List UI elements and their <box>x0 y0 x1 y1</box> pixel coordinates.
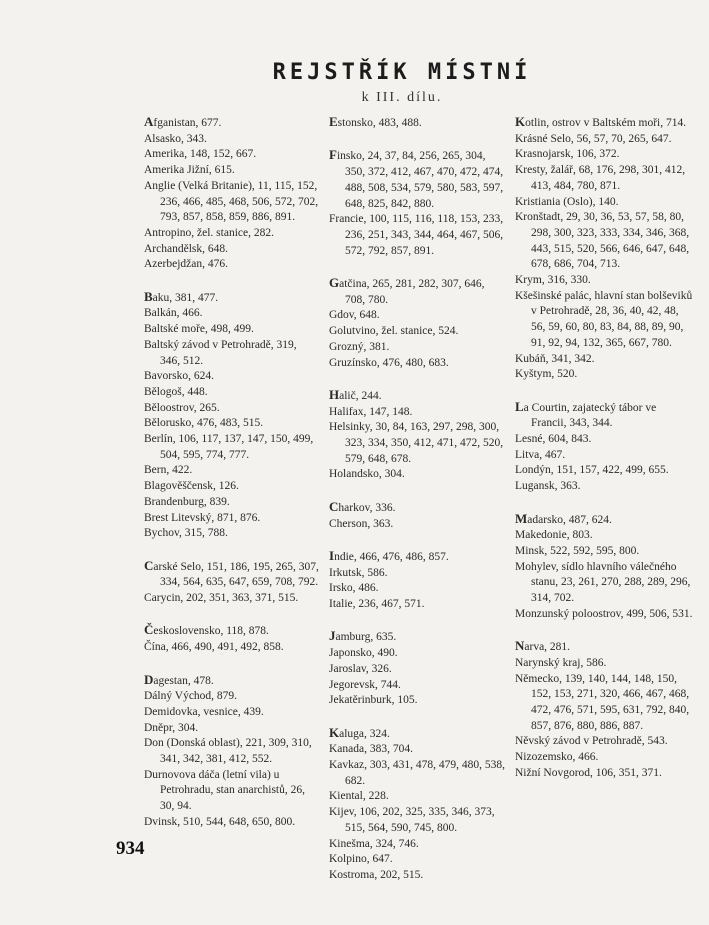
index-entry: Azerbejdžan, 476. <box>144 258 228 271</box>
index-entry: Demidovka, vesnice, 439. <box>144 705 264 718</box>
index-entry: Estonsko, 483, 488. <box>329 114 422 129</box>
index-entry: Něvský závod v Petrohradě, 543. <box>515 735 668 748</box>
index-entry: Krásné Selo, 56, 57, 70, 265, 647. <box>515 132 672 145</box>
index-entry: Brest Litevský, 871, 876. <box>144 511 261 524</box>
index-entry: Durnovova dáča (letní vila) u Petrohradu, stan anarchistů, 26, 30, 94. <box>144 768 305 813</box>
index-entry: Baku, 381, 477. <box>144 288 219 304</box>
index-entry: Dagestan, 478. <box>144 671 214 687</box>
index-entry: Dálný Východ, 879. <box>144 690 238 703</box>
index-entry: Nizozemsko, 466. <box>515 751 599 764</box>
index-entry: Halič, 244. <box>329 386 382 402</box>
index-entry: Baltské moře, 498, 499. <box>144 323 254 336</box>
index-entry: Baltský závod v Petrohradě, 319, 346, 512. <box>144 338 297 367</box>
index-entry: Gatčina, 265, 281, 282, 307, 646, 708, 780. <box>329 275 485 306</box>
index-entry: La Courtin, zajatecký tábor ve Francii, 343, 344. <box>515 398 657 430</box>
index-entry: Minsk, 522, 592, 595, 800. <box>515 544 640 557</box>
index-entry: Kronštadt, 29, 30, 36, 53, 57, 58, 80, 298, 300, 323, 333, 334, 346, 368, 443, 515, 520, 566, 646, 647, 648, 678, 686, 704, 713. <box>515 211 690 271</box>
index-entry: Mohylev, sídlo hlavního válečného stanu, 23, 261, 270, 288, 289, 296, 314, 702. <box>515 560 691 605</box>
index-entry: Alsasko, 343. <box>144 132 207 145</box>
index-entry: Madarsko, 487, 624. <box>515 510 612 526</box>
index-entry: Běloostrov, 265. <box>144 401 220 414</box>
index-entry: Kšešinské palác, hlavní stan bolševiků v Petrohradě, 28, 36, 40, 42, 48, 56, 59, 60, 80, 83, 84, 88, 89, 90, 91, 92, 94, 132, 365, 667, 780. <box>515 289 693 349</box>
index-entry: Irsko, 486. <box>329 582 379 595</box>
index-entry: Finsko, 24, 37, 84, 256, 265, 304, 350, 372, 412, 467, 470, 472, 474, 488, 508, 534, 579, 580, 583, 597, 648, 825, 842, 880. <box>329 147 504 210</box>
index-entry: Lesné, 604, 843. <box>515 433 592 446</box>
index-entry: Narynský kraj, 586. <box>515 656 607 669</box>
index-entry: Holandsko, 304. <box>329 468 405 481</box>
index-entry: Jamburg, 635. <box>329 628 397 644</box>
index-entry: Golutvino, žel. stanice, 524. <box>329 325 459 338</box>
index-entry: Balkán, 466. <box>144 307 203 320</box>
index-entry: Kresty, žalář, 68, 176, 298, 301, 412, 413, 484, 780, 871. <box>515 164 686 192</box>
index-entry: Halifax, 147, 148. <box>329 405 413 418</box>
index-entry: Kyštym, 520. <box>515 368 578 381</box>
index-entry: Kavkaz, 303, 431, 478, 479, 480, 538, 682. <box>329 759 505 787</box>
index-entry: Grozný, 381. <box>329 340 390 353</box>
index-entry: Carské Selo, 151, 186, 195, 265, 307, 334, 564, 635, 647, 659, 708, 792. <box>144 557 319 589</box>
index-entry: Blagověščensk, 126. <box>144 480 239 493</box>
index-entry: Amerika, 148, 152, 667. <box>144 148 257 161</box>
index-column-3 <box>515 114 693 781</box>
index-entry: Kotlin, ostrov v Baltském moři, 714. <box>515 114 687 129</box>
index-entry: Kubáň, 341, 342. <box>515 352 595 365</box>
index-entry: Bělogoš, 448. <box>144 385 208 398</box>
index-entry: Litva, 467. <box>515 448 566 461</box>
index-column-2 <box>329 114 507 884</box>
index-entry: Charkov, 336. <box>329 498 396 514</box>
index-entry: Jekatěrinburk, 105. <box>329 694 418 707</box>
index-entry: Lugansk, 363. <box>515 480 581 493</box>
index-entry: Anglie (Velká Britanie), 11, 115, 152, 236, 466, 485, 468, 506, 572, 702, 793, 857, 858, 859, 886, 891. <box>144 179 319 224</box>
index-entry: Dvinsk, 510, 544, 648, 650, 800. <box>144 815 296 828</box>
index-entry: Helsinky, 30, 84, 163, 297, 298, 300, 323, 334, 350, 412, 471, 472, 520, 579, 648, 678. <box>329 421 504 465</box>
index-entry: Narva, 281. <box>515 638 571 654</box>
index-entry: Berlín, 106, 117, 137, 147, 150, 499, 504, 595, 774, 777. <box>144 433 314 461</box>
index-entry: Don (Donská oblast), 221, 309, 310, 341, 342, 381, 412, 552. <box>144 737 312 766</box>
index-entry: Československo, 118, 878. <box>144 622 269 638</box>
index-entry: Kiental, 228. <box>329 790 389 803</box>
index-entry: Monzunský poloostrov, 499, 506, 531. <box>515 607 693 620</box>
index-entry: Brandenburg, 839. <box>144 495 230 508</box>
index-entry: Londýn, 151, 157, 422, 499, 655. <box>515 464 669 477</box>
index-entry: Německo, 139, 140, 144, 148, 150, 152, 153, 271, 320, 466, 467, 468, 472, 476, 571, 595, 631, 792, 840, 857, 876, 880, 886, 887. <box>515 672 690 732</box>
index-entry: Archandělsk, 648. <box>144 242 228 255</box>
index-entry: Jegorevsk, 744. <box>329 678 401 691</box>
page-subtitle: k III. dílu. <box>361 90 443 105</box>
index-entry: Kostroma, 202, 515. <box>329 868 424 881</box>
index-entry: Japonsko, 490. <box>329 647 398 660</box>
index-entry: Kijev, 106, 202, 325, 335, 346, 373, 515, 564, 590, 745, 800. <box>329 806 495 834</box>
index-entry: Indie, 466, 476, 486, 857. <box>329 547 449 563</box>
index-entry: Bavorsko, 624. <box>144 370 214 383</box>
index-entry: Francie, 100, 115, 116, 118, 153, 233, 236, 251, 343, 344, 464, 467, 506, 572, 792, 857, 891. <box>329 213 504 257</box>
index-entry: Krym, 316, 330. <box>515 274 591 287</box>
index-entry: Gdov, 648. <box>329 309 380 322</box>
index-entry: Čína, 466, 490, 491, 492, 858. <box>144 641 284 654</box>
index-entry: Kinešma, 324, 746. <box>329 837 419 850</box>
page-title: REJSTŘÍK MÍSTNÍ <box>272 60 532 85</box>
index-entry: Makedonie, 803. <box>515 529 593 542</box>
index-entry: Carycin, 202, 351, 363, 371, 515. <box>144 592 299 605</box>
index-entry: Nižní Novgorod, 106, 351, 371. <box>515 766 662 779</box>
index-entry: Bychov, 315, 788. <box>144 527 228 540</box>
index-entry: Cherson, 363. <box>329 517 394 530</box>
index-entry: Irkutsk, 586. <box>329 566 388 579</box>
index-entry: Kristiania (Oslo), 140. <box>515 195 619 208</box>
index-entry: Italie, 236, 467, 571. <box>329 598 425 611</box>
index-entry: Antropino, žel. stanice, 282. <box>144 226 274 239</box>
index-entry: Amerika Jižní, 615. <box>144 164 235 177</box>
index-entry: Gruzínsko, 476, 480, 683. <box>329 356 449 369</box>
index-entry: Kolpino, 647. <box>329 853 393 866</box>
page-number: 934 <box>116 838 145 859</box>
index-entry: Bern, 422. <box>144 464 193 477</box>
index-entry: Bělorusko, 476, 483, 515. <box>144 417 264 430</box>
index-entry: Kaluga, 324. <box>329 724 390 740</box>
index-entry: Jaroslav, 326. <box>329 662 392 675</box>
index-entry: Afganistan, 677. <box>144 114 222 129</box>
index-entry: Krasnojarsk, 106, 372. <box>515 148 620 161</box>
index-entry: Dněpr, 304. <box>144 721 199 734</box>
index-column-1 <box>144 114 319 831</box>
index-entry: Kanada, 383, 704. <box>329 743 413 756</box>
